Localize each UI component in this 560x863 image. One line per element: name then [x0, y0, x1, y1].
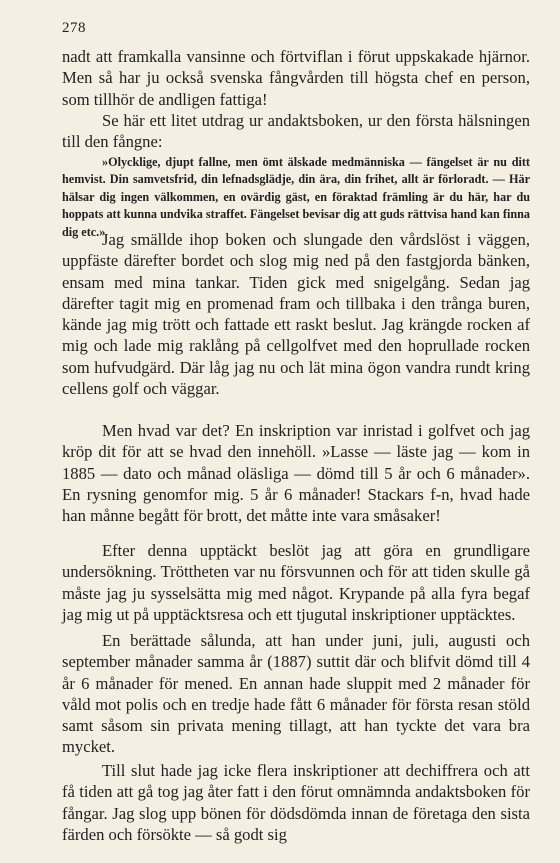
paragraph-5: Efter denna upptäckt beslöt jag att göra en grundligare undersökning. Tröttheten var nu försvunnen och för att tiden skulle gå måste jag ju sysselsätta mig med något. Krypande på alla fyra begaf jag mig ut på upptäcktsresa och ett tjugutal inskriptioner upptäcktes. [62, 541, 530, 624]
paragraph-3: Jag smällde ihop boken och slungade den vårdslöst i väggen, uppfäste därefter bordet och slog mig ned på den fastgjorda bänken, ensam med mina tankar. Tiden gick med snigelgång. Sedan jag därefter tagit mig en promenad fram och tillbaka i den trånga buren, kände jag mig trött och fattade ett raskt beslut. Jag krängde rocken af mig och lade mig raklång på cellgolfvet med den hoprullade rocken som hufvudgärd. Där låg jag nu och lät mina ögon vandra rundt kring cellens golf och väggar. [62, 230, 530, 399]
paragraph-7: Till slut hade jag icke flera inskriptioner att dechiffrera och att få tiden att gå tog jag åter fatt i den förut omnämnda andaktsboken för fångar. Jag slog upp bönen för dödsdömda innan de företaga den sista färden och försökte — så godt sig [62, 761, 530, 844]
paragraph-6: En berättade sålunda, att han under juni, juli, augusti och september månader samma år (1887) suttit där och blifvit dömd till 4 år 6 månader för mened. En annan hade sluppit med 2 månader för våld mot polis och en tredje hade fått 6 månader för första resan stöld samt såsom sin privata mening tillagt, att han tyckte det vara bra mycket. [62, 631, 530, 757]
paragraph-2: Se här ett litet utdrag ur andaktsboken, ur den första hälsningen till den fångne: [62, 111, 530, 152]
quote-paragraph: »Olycklige, djupt fallne, men ömt älskade medmänniska — fängelset är nu ditt hemvist. Din samvetsfrid, din lefnadsglädje, din ära, din frihet, allt är förloradt. — Här hälsar dig ingen välkommen, en ovärdig gäst, en föraktad främling är du här, har du hoppats att kunna undvika straffet. Fängelset bevisar dig att guds rättvisa hand kan finna dig etc.» [62, 155, 530, 239]
page-number: 278 [62, 20, 86, 36]
paragraph-1: nadt att framkalla vansinne och förtviflan i förut uppskakade hjärnor. Men så har ju också svenska fångvården till högsta chef en person, som tillhör de andligen fattiga! [62, 47, 530, 109]
paragraph-4: Men hvad var det? En inskription var inristad i golfvet och jag kröp dit för att se hvad den innehöll. »Lasse — läste jag — kom in 1885 — dato och månad oläsliga — dömd till 5 år och 6 månader». En rysning genomfor mig. 5 år 6 månader! Stackars f-n, hvad hade han månne begått för brott, det måtte inte vara småsaker! [62, 421, 530, 526]
